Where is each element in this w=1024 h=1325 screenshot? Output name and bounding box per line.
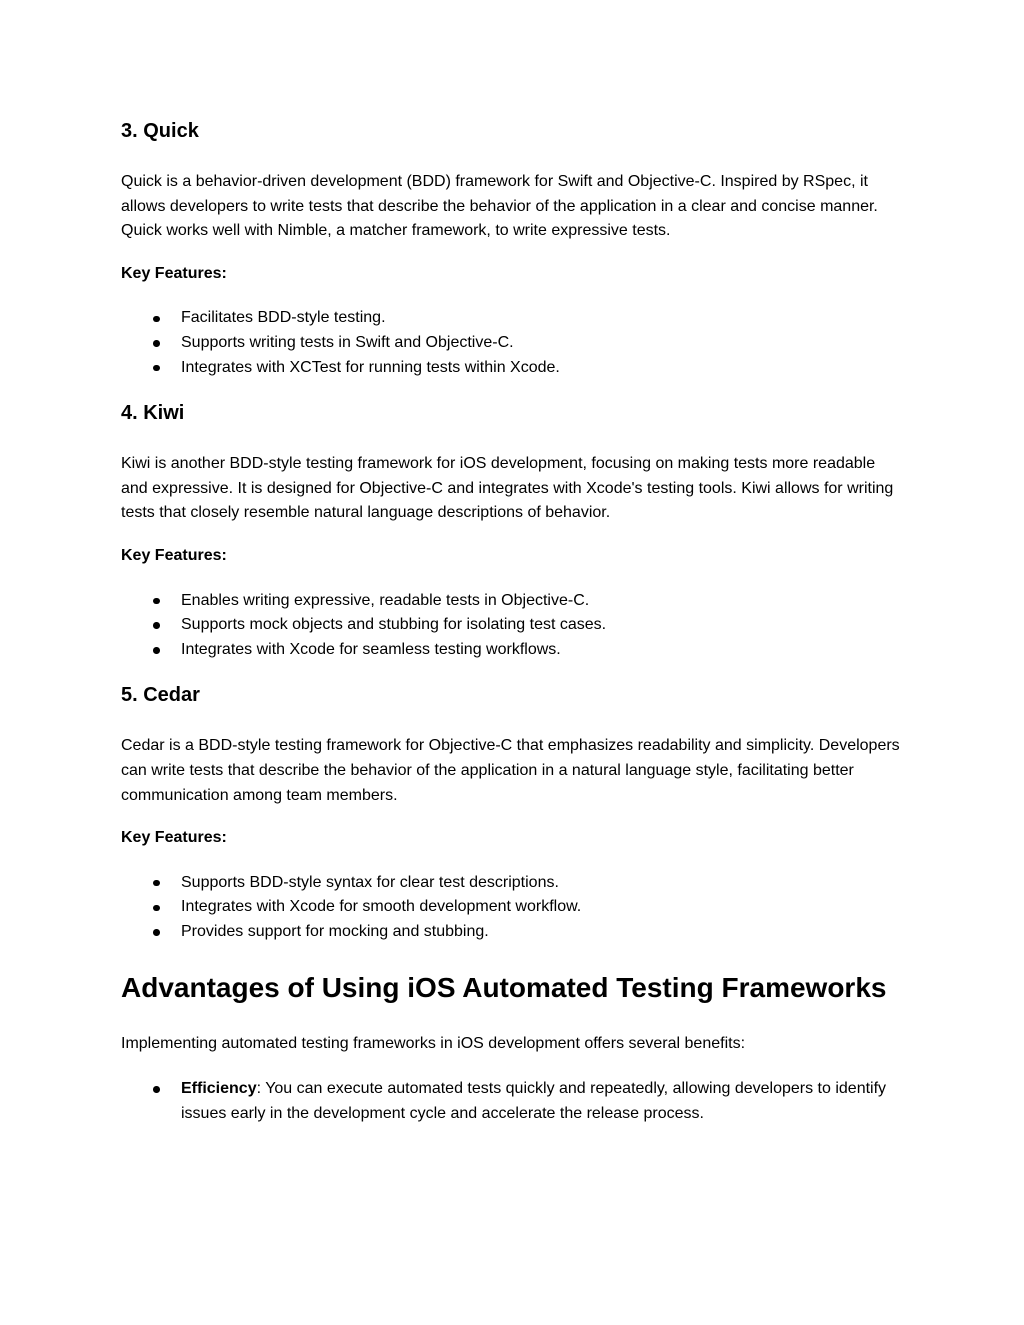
advantage-item [181, 1077, 903, 1126]
feature-item: Facilitates BDD-style testing. [181, 306, 903, 331]
section-heading-quick: 3. Quick [121, 120, 199, 142]
feature-item: Integrates with XCTest for running tests within Xcode. [181, 356, 903, 381]
feature-item: Integrates with Xcode for seamless testing workflows. [181, 638, 903, 663]
feature-item: Supports mock objects and stubbing for isolating test cases. [181, 613, 903, 638]
advantage-text: : You can execute automated tests quickly and repeatedly, allowing developers to identify issues early in the development cycle and accelerate the release process. [181, 1080, 887, 1122]
section-paragraph-cedar: Cedar is a BDD-style testing framework for Objective-C that emphasizes readability and simplicity. Developers can write tests that describe the behavior of the application in a natural language style, facilitating better communication among team members. [121, 737, 900, 804]
features-list-cedar [121, 871, 903, 945]
advantages-intro: Implementing automated testing frameworks in iOS development offers several benefits: [121, 1035, 746, 1053]
advantage-term: Efficiency [181, 1080, 257, 1098]
features-label-kiwi: Key Features: [121, 546, 227, 564]
feature-item: Enables writing expressive, readable tests in Objective-C. [181, 589, 903, 614]
section-heading-kiwi: 4. Kiwi [121, 402, 185, 425]
section-paragraph-quick: Quick is a behavior-driven development (BDD) framework for Swift and Objective-C. Inspired by RSpec, it allows developers to write tests that describe the behavior of the application in a clear and concise manner. Quick works well with Nimble, a matcher framework, to write expressive tests. [121, 173, 878, 240]
section-heading-cedar: 5. Cedar [121, 684, 200, 707]
feature-item: Supports BDD-style syntax for clear test descriptions. [181, 871, 903, 896]
features-list-quick [121, 306, 903, 380]
feature-item: Supports writing tests in Swift and Objective-C. [181, 331, 903, 356]
advantages-list [121, 1077, 903, 1126]
feature-item: Provides support for mocking and stubbing. [181, 920, 903, 945]
feature-item: Integrates with Xcode for smooth development workflow. [181, 895, 903, 920]
features-list-kiwi [121, 589, 903, 663]
features-label-quick: Key Features: [121, 264, 227, 282]
advantages-heading: Advantages of Using iOS Automated Testing Frameworks [121, 972, 887, 1004]
features-label-cedar: Key Features: [121, 829, 227, 847]
section-paragraph-kiwi: Kiwi is another BDD-style testing framework for iOS development, focusing on making tests more readable and expressive. It is designed for Objective-C and integrates with Xcode's testing tools. Kiwi allows for writing tests that closely resemble natural language descriptions of behavior. [121, 455, 894, 522]
